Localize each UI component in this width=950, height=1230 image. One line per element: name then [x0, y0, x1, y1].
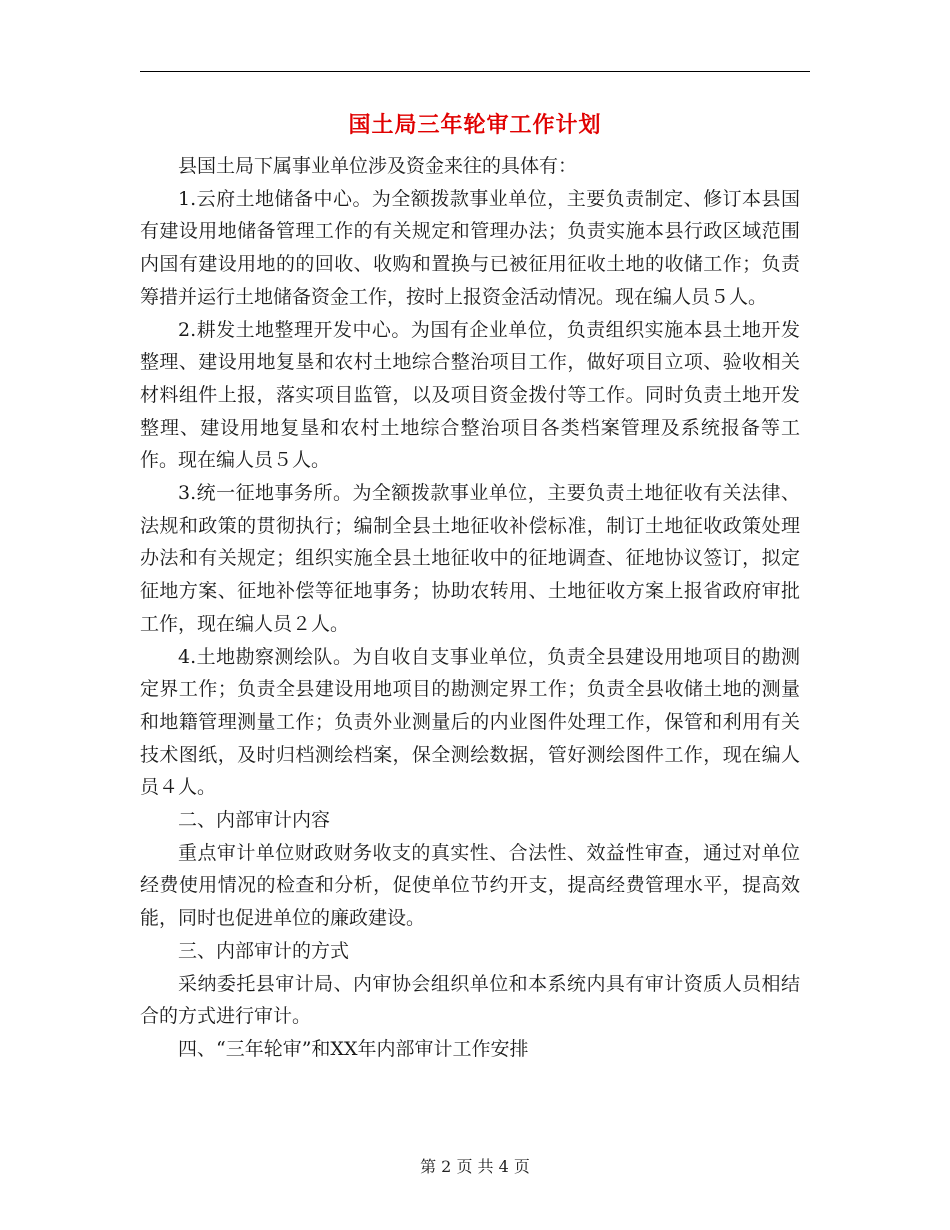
document-title: 国土局三年轮审工作计划 [348, 113, 602, 138]
page-number-footer: 第 2 页 共 4 页 [420, 1157, 530, 1176]
paragraph-section-3: 采纳委托县审计局、内审协会组织单位和本系统内具有审计资质人员相结合的方式进行审计。 [140, 972, 800, 1028]
section-heading-2: 二、内部审计内容 [178, 809, 331, 832]
paragraph-item-1: 1.云府土地储备中心。为全额拨款事业单位，主要负责制定、修订本县国有建设用地储备管理工作的有关规定和管理办法；负责实施本县行政区域范围内国有建设用地的的回收、收购和置换与已被征用征收土地的收储工作；负责筹措并运行土地储备资金工作，按时上报资金活动情况。现在编人员５人。 [140, 187, 800, 308]
paragraph-section-2: 重点审计单位财政财务收支的真实性、合法性、效益性审查，通过对单位经费使用情况的检查和分析，促使单位节约开支，提高经费管理水平，提高效能，同时也促进单位的廉政建设。 [140, 841, 800, 930]
document-body [140, 150, 800, 1066]
section-heading-3: 三、内部审计的方式 [178, 939, 350, 962]
paragraph-item-3: 3.统一征地事务所。为全额拨款事业单位，主要负责土地征收有关法律、法规和政策的贯彻执行；编制全县土地征收补偿标准，制订土地征收政策处理办法和有关规定；组织实施全县土地征收中的征地调查、征地协议签订，拟定征地方案、征地补偿等征地事务；协助农转用、土地征收方案上报省政府审批工作，现在编人员２人。 [140, 482, 800, 635]
section-heading-4: 四、“三年轮审”和XX年内部审计工作安排 [178, 1037, 529, 1060]
paragraph-item-4: 4.土地勘察测绘队。为自收自支事业单位，负责全县建设用地项目的勘测定界工作；负责全县建设用地项目的勘测定界工作；负责全县收储土地的测量和地籍管理测量工作；负责外业测量后的内业图件处理工作，保管和利用有关技术图纸，及时归档测绘档案，保全测绘数据，管好测绘图件工作，现在编人员４人。 [140, 645, 800, 799]
header-rule [140, 71, 810, 72]
paragraph-item-2: 2.耕发土地整理开发中心。为国有企业单位，负责组织实施本县土地开发整理、建设用地复垦和农村土地综合整治项目工作，做好项目立项、验收相关材料组件上报，落实项目监管，以及项目资金拨付等工作。同时负责土地开发整理、建设用地复垦和农村土地综合整治项目各类档案管理及系统报备等工作。现在编人员５人。 [140, 318, 800, 472]
paragraph-intro: 县国土局下属事业单位涉及资金来往的具体有： [178, 155, 578, 177]
